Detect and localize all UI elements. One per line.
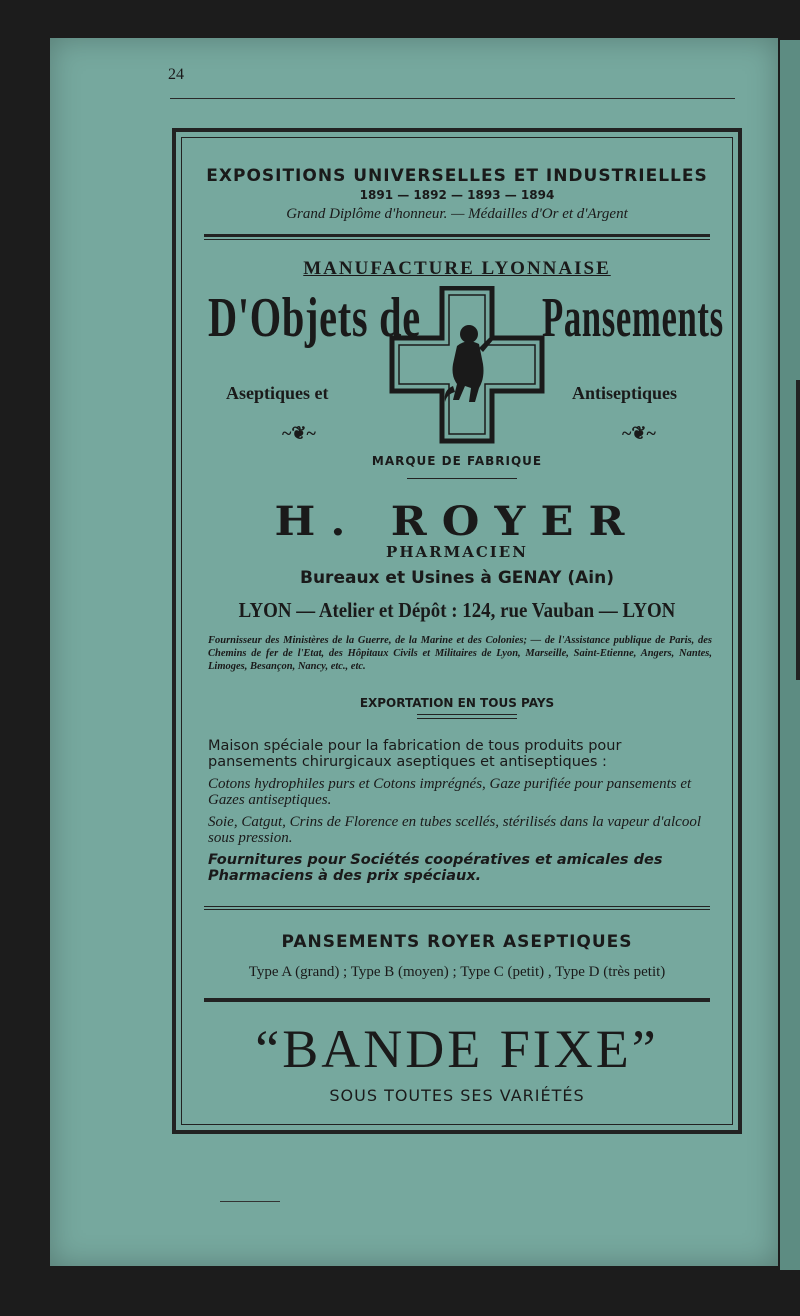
manufacture-title: MANUFACTURE LYONNAISE [303,258,611,279]
supplies-paragraph: Fournitures pour Sociétés coopératives et amicales des Pharmaciens à des prix spéciaux. [208,852,663,884]
expo-title: EXPOSITIONS UNIVERSELLES ET INDUSTRIELLES [206,166,708,186]
headline-left: D'Objets de [208,287,421,349]
cotton-paragraph: Cotons hydrophiles purs et Cotons imprégnés, Gaze purifiée pour pansements et Gazes antiseptiques. [208,776,692,808]
profession: PHARMACIEN [386,543,528,561]
supplier-paragraph: Fournisseur des Ministères de la Guerre, de la Marine et des Colonies; — de l'Assistance publique de Paris, des Chemins de fer de l'Etat, des Hôpitaux Civils et Militaires de Lyon, Marseille, Saint-Etienne, Angers, Nantes, Limoges, Besançon, Nancy, etc., etc. [208,635,712,672]
header-rule [170,98,735,99]
document-page [50,38,778,1266]
expo-years: 1891 — 1892 — 1893 — 1894 [359,188,555,202]
export-rule [417,714,517,719]
page-edge [796,380,800,680]
subtitle-antiseptic: Antiseptiques [572,383,678,403]
offices-line: Bureaux et Usines à GENAY (Ain) [300,568,614,588]
specialty-paragraph: Maison spéciale pour la fabrication de tous produits pour pansements chirurgicaux aseptiques et antiseptiques : [208,738,622,770]
lyon-address: LYON — Atelier et Dépôt : 124, rue Vauban — LYON [238,598,676,622]
export-line: EXPORTATION EN TOUS PAYS [359,696,555,710]
company-name: H. ROYER [274,498,640,545]
trademark-caption: MARQUE DE FABRIQUE [371,454,543,468]
subtitle-aseptic: Aseptiques et [226,383,329,403]
product-title: PANSEMENTS ROYER ASEPTIQUES [281,932,633,952]
silk-paragraph: Soie, Catgut, Crins de Florence en tubes scellés, stérilisés dans la vapeur d'alcool sous pression. [208,814,702,846]
headline-right: Pansements [542,287,724,349]
divider-rule-thin [204,239,710,240]
divider-rule-thick [204,998,710,1002]
divider-rule [204,234,710,237]
small-divider [407,478,517,479]
expo-awards: Grand Diplôme d'honneur. — Médailles d'Or et d'Argent [286,206,628,222]
page-number: 24 [168,66,184,83]
flourish-ornament-icon: ~❦~ [622,423,656,443]
advertisement-frame [172,128,742,1134]
stray-mark [220,1201,280,1202]
variety-line: SOUS TOUTES SES VARIÉTÉS [329,1086,585,1105]
divider-rule [204,906,710,907]
product-types: Type A (grand) ; Type B (moyen) ; Type C (petit) , Type D (très petit) [248,964,666,980]
red-cross-with-lion-icon [387,286,547,446]
bande-fixe-headline: “BANDE FIXE” [255,1019,659,1079]
flourish-ornament-icon: ~❦~ [282,423,316,443]
divider-rule-thin [204,909,710,910]
advertisement-inner-border [181,137,733,1125]
